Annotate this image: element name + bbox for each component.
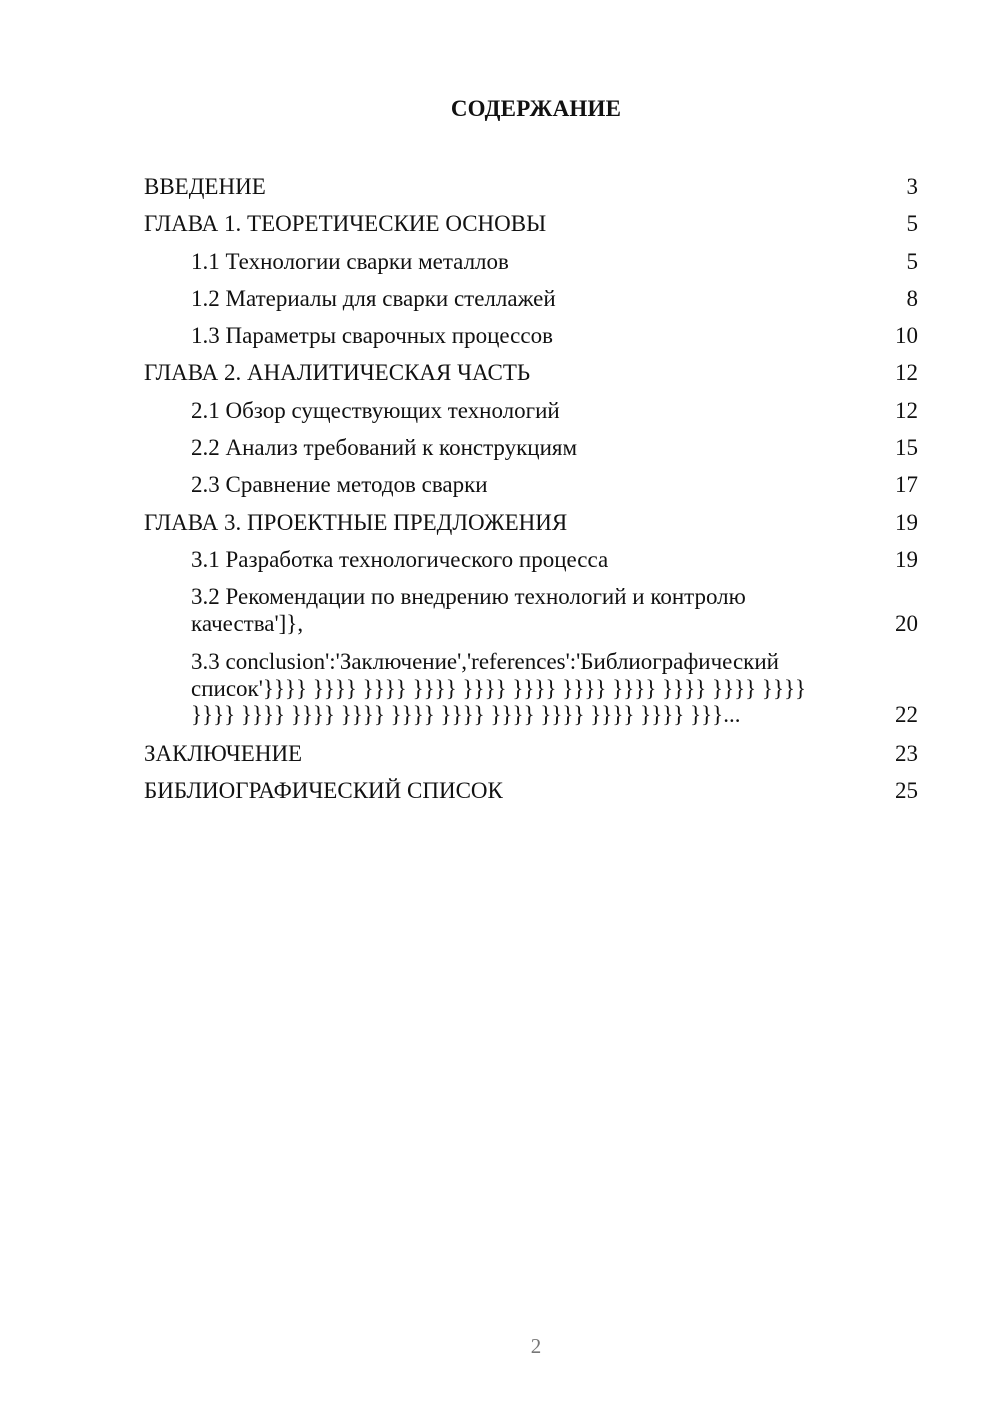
toc-entry-references[interactable] bbox=[144, 772, 918, 809]
toc-entry-text: 1.3 Параметры сварочных процессов bbox=[191, 323, 553, 349]
toc-entry-text: 2.2 Анализ требований к конструкциям bbox=[191, 435, 578, 461]
toc-entry-introduction[interactable] bbox=[144, 168, 918, 205]
toc-entry-2-3[interactable] bbox=[144, 466, 918, 503]
toc-entry-text: 3.1 Разработка технологического процесса bbox=[191, 546, 609, 572]
toc-entry-text: 2.1 Обзор существующих технологий bbox=[191, 397, 560, 423]
toc-entry-text: БИБЛИОГРАФИЧЕСКИЙ СПИСОК bbox=[144, 778, 503, 804]
toc-entry-page: 22 bbox=[895, 702, 918, 728]
toc-entry-3-3[interactable] bbox=[144, 643, 918, 735]
toc-entry-text: 1.2 Материалы для сварки стеллажей bbox=[191, 285, 556, 311]
toc-entry-page: 5 bbox=[906, 248, 918, 274]
toc-entry-page: 19 bbox=[895, 546, 918, 572]
toc-entry-text: ЗАКЛЮЧЕНИЕ bbox=[144, 740, 303, 766]
toc-entry-page: 20 bbox=[895, 610, 918, 636]
toc-entry-chapter-2[interactable] bbox=[144, 354, 918, 391]
toc-entry-text: 3.3 conclusion':'Заключение','references':'Библиографический список'}}}} }}}} }}}} }}}} }}}} }}}} }}}} }}}} }}}} }}}} }}}} }}}} }}}} }}}} }}}} }}}} }}}} }}}} }}}} }}}} }}}} }}}... bbox=[191, 649, 807, 728]
toc-entry-chapter-3[interactable] bbox=[144, 504, 918, 541]
toc-entry-page: 15 bbox=[895, 435, 918, 461]
toc-entry-text: ГЛАВА 3. ПРОЕКТНЫЕ ПРЕДЛОЖЕНИЯ bbox=[144, 509, 568, 535]
toc-entry-text: ВВЕДЕНИЕ bbox=[144, 174, 266, 199]
toc-entry-text: 2.3 Сравнение методов сварки bbox=[191, 472, 488, 498]
toc-entry-page: 17 bbox=[895, 472, 918, 498]
toc-entry-2-1[interactable] bbox=[144, 392, 918, 429]
toc-entry-text: ГЛАВА 2. АНАЛИТИЧЕСКАЯ ЧАСТЬ bbox=[144, 360, 531, 386]
toc-entry-2-2[interactable] bbox=[144, 429, 918, 466]
toc-entry-page: 5 bbox=[906, 211, 918, 237]
toc-entry-page: 12 bbox=[895, 397, 918, 423]
toc-entry-text: ГЛАВА 1. ТЕОРЕТИЧЕСКИЕ ОСНОВЫ bbox=[144, 211, 547, 237]
toc-entry-3-1[interactable] bbox=[144, 541, 918, 578]
toc-entry-1-1[interactable] bbox=[144, 243, 918, 280]
toc-entry-1-2[interactable] bbox=[144, 280, 918, 317]
toc-entry-page: 23 bbox=[895, 740, 918, 766]
toc-entry-3-2[interactable] bbox=[144, 578, 918, 643]
toc-entry-page: 10 bbox=[895, 323, 918, 349]
page-title: СОДЕРЖАНИЕ bbox=[450, 96, 622, 121]
toc-entry-page: 25 bbox=[895, 778, 918, 804]
toc-entry-page: 19 bbox=[895, 509, 918, 535]
page-number: 2 bbox=[530, 1334, 542, 1358]
toc-entry-page: 8 bbox=[906, 285, 918, 311]
toc-entry-text: 1.1 Технологии сварки металлов bbox=[191, 248, 509, 274]
toc-entry-text: 3.2 Рекомендации по внедрению технологий и контролю качества']}, bbox=[191, 584, 746, 636]
toc-entry-1-3[interactable] bbox=[144, 317, 918, 354]
toc-entry-page: 12 bbox=[895, 360, 918, 386]
toc-entry-conclusion[interactable] bbox=[144, 735, 918, 772]
toc-entry-page: 3 bbox=[906, 174, 918, 199]
toc-entry-chapter-1[interactable] bbox=[144, 205, 918, 242]
table-of-contents bbox=[144, 168, 918, 809]
